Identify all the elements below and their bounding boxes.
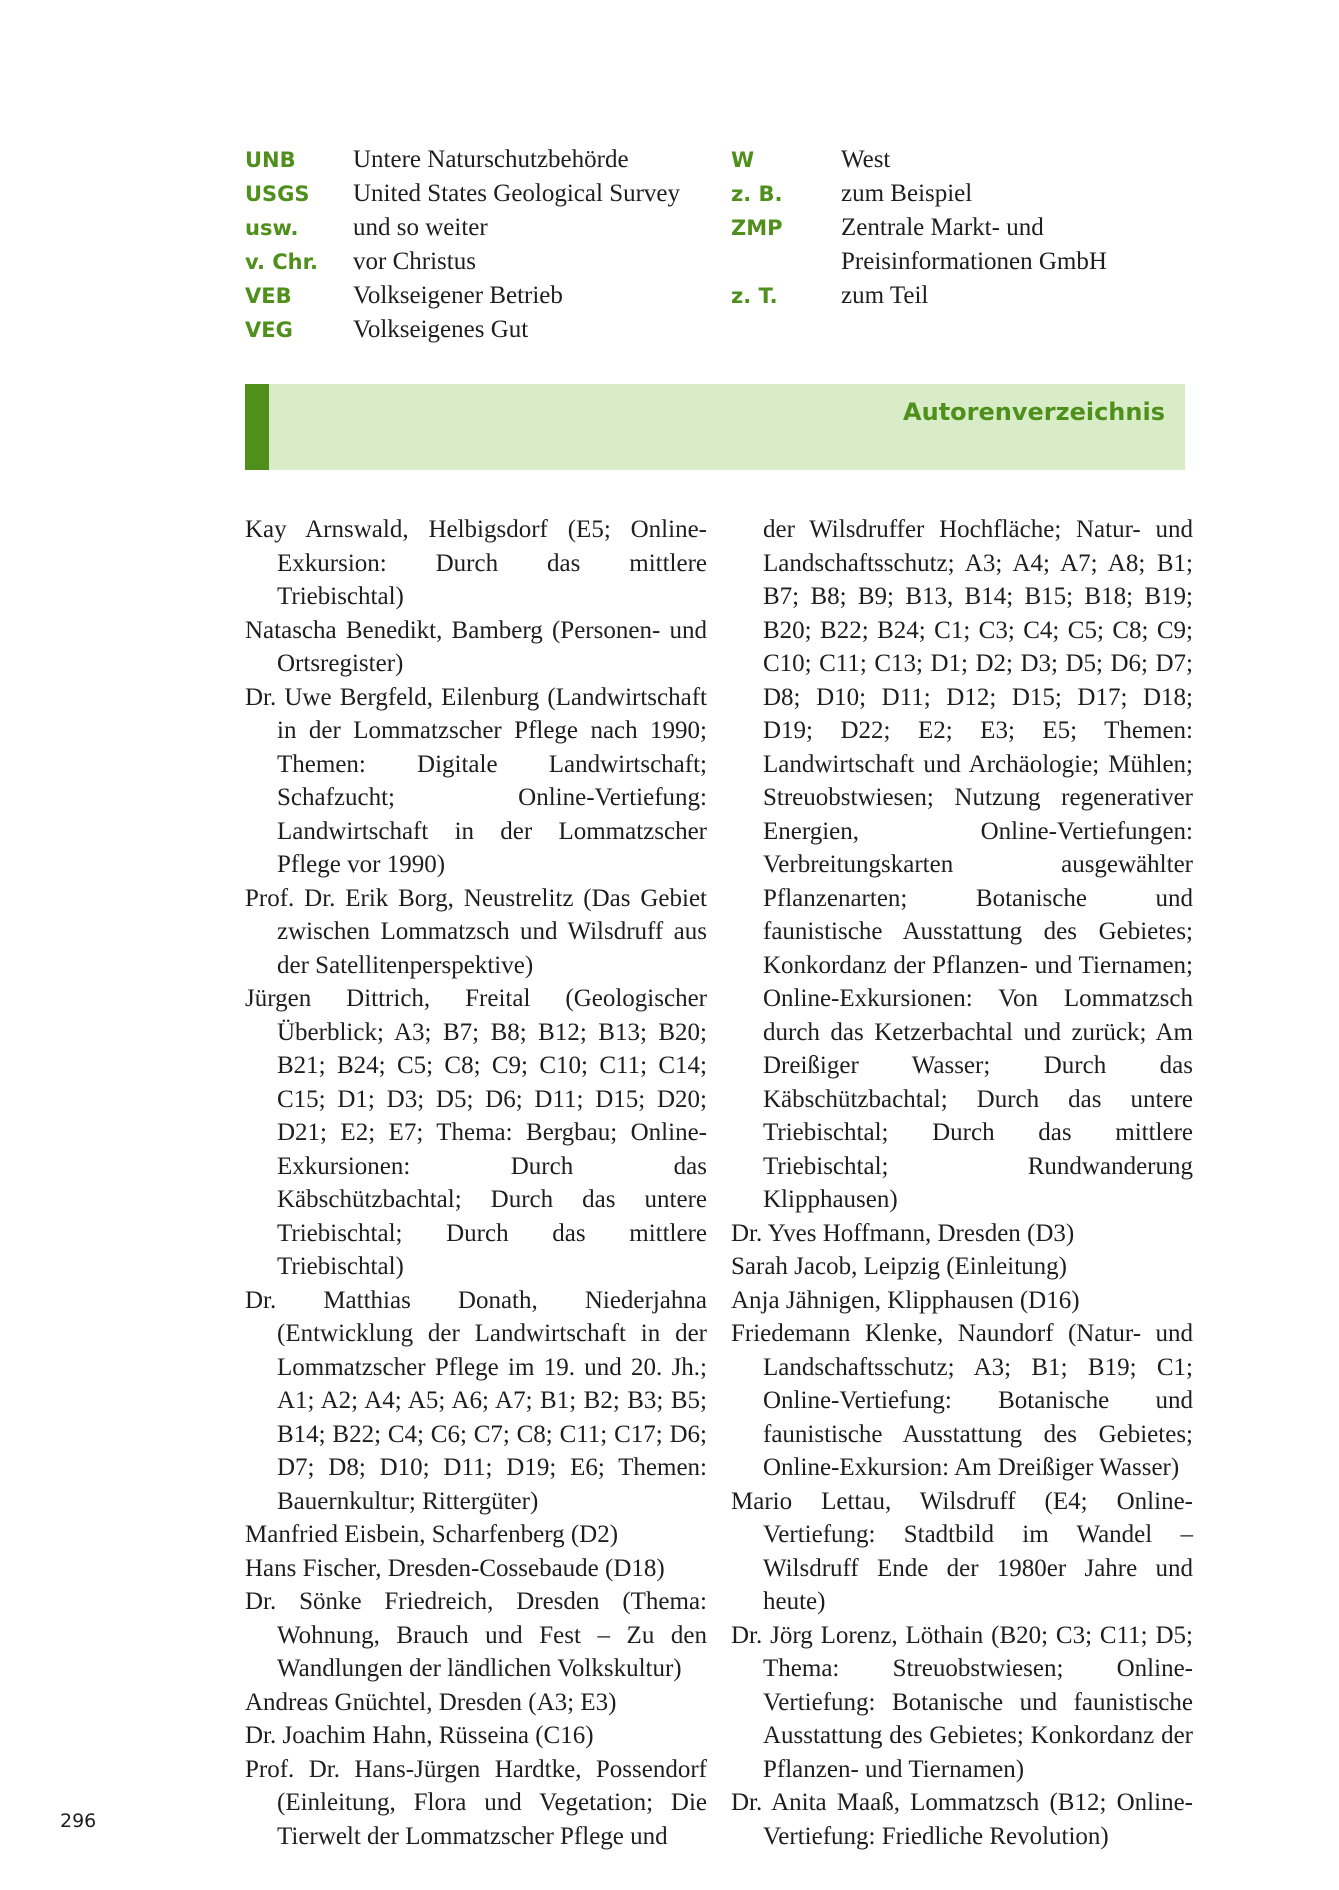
abbreviation: z. B. <box>731 182 783 206</box>
abbreviation-meaning: und so weiter <box>353 214 488 241</box>
author-entry: Mario Lettau, Wilsdruff (E4; Online-Vertiefung: Stadtbild im Wandel – Wilsdruff Ende der 1980er Jahre und heute) <box>731 1487 1193 1615</box>
abbreviation: VEG <box>245 318 293 342</box>
author-entry: Dr. Matthias Donath, Niederjahna (Entwicklung der Landwirtschaft in der Lommatzscher Pflege im 19. und 20. Jh.; A1; A2; A4; A5; A6; A7; B1; B2; B3; B5; B14; B22; C4; C6; C7; C8; C11; C17; D6; D7; D8; D10; D11; D19; E6; Themen: Bauernkultur; Rittergüter) <box>245 1286 707 1515</box>
abbreviation: W <box>731 148 755 172</box>
abbreviation-row <box>731 177 1201 211</box>
abbreviation-meaning: vor Christus <box>353 248 476 275</box>
abbreviation-list-left <box>245 143 725 347</box>
abbreviation-row <box>731 211 1201 279</box>
author-entry: Friedemann Klenke, Naundorf (Natur- und Landschaftsschutz; A3; B1; B19; C1; Online-Vertiefung: Botanische und faunistische Ausstattung des Gebietes; Online-Exkursion: Am Dreißiger Wasser) <box>731 1320 1193 1481</box>
abbreviation: z. T. <box>731 284 778 308</box>
author-entry: Dr. Jörg Lorenz, Löthain (B20; C3; C11; D5; Thema: Streuobstwiesen; Online-Vertiefung: Botanische und faunistische Ausstattung des Gebietes; Konkordanz der Pflanzen- und Tiernamen) <box>731 1621 1193 1783</box>
abbreviation-meaning: West <box>841 146 891 173</box>
author-list-left-column <box>245 513 707 1853</box>
abbreviation-row <box>731 143 1201 177</box>
author-entry: Anja Jähnigen, Klipphausen (D16) <box>731 1286 1080 1314</box>
abbreviation: UNB <box>245 148 296 172</box>
abbreviation-meaning: Untere Naturschutzbehörde <box>353 146 629 173</box>
abbreviation-meaning: United States Geological Survey <box>353 180 681 207</box>
author-entry: Dr. Yves Hoffmann, Dresden (D3) <box>731 1219 1075 1247</box>
author-entry: Natascha Benedikt, Bamberg (Personen- und Ortsregister) <box>245 616 707 677</box>
author-entry: Dr. Uwe Bergfeld, Eilenburg (Landwirtschaft in der Lommatzscher Pflege nach 1990; Themen: Digitale Landwirtschaft; Schafzucht; Online-Vertiefung: Landwirtschaft in der Lommatzscher Pflege vor 1990) <box>245 683 707 878</box>
author-entry-continuation: der Wilsdruffer Hochfläche; Natur- und Landschaftsschutz; A3; A4; A7; A8; B1; B7; B8; B9; B13, B14; B15; B18; B19; B20; B22; B24; C1; C3; C4; C5; C8; C9; C10; C11; C13; D1; D2; D3; D5; D6; D7; D8; D10; D11; D12; D15; D17; D18; D19; D22; E2; E3; E5; Themen: Landwirtschaft und Archäologie; Mühlen; Streuobstwiesen; Nutzung regenerativer Energien, Online-Vertiefungen: Verbreitungskarten ausgewählter Pflanzenarten; Botanische und faunistische Ausstattung des Gebietes; Konkordanz der Pflanzen- und Tiernamen; Online-Exkursionen: Von Lommatzsch durch das Ketzerbachtal und zurück; Am Dreißiger Wasser; Durch das Käbschützbachtal; Durch das untere Triebischtal; Durch das mittlere Triebischtal; Rundwanderung Klipphausen) <box>763 516 1193 1213</box>
abbreviation-meaning: Zentrale Markt- und Preisinformationen GmbH <box>841 214 1107 275</box>
abbreviation: ZMP <box>731 216 783 240</box>
abbreviation-row <box>731 279 1201 313</box>
author-entry: Jürgen Dittrich, Freital (Geologischer Überblick; A3; B7; B8; B12; B13; B20; B21; B24; C5; C8; C9; C10; C11; C14; C15; D1; D3; D5; D6; D11; D15; D20; D21; E2; E7; Thema: Bergbau; Online-Exkursionen: Durch das Käbschützbachtal; Durch das untere Triebischtal; Durch das mittlere Triebischtal) <box>245 985 707 1280</box>
section-accent-bar <box>245 384 269 470</box>
author-entry: Kay Arnswald, Helbigsdorf (E5; Online-Exkursion: Durch das mittlere Triebischtal) <box>245 516 707 610</box>
abbreviation: VEB <box>245 284 292 308</box>
author-entry: Dr. Anita Maaß, Lommatzsch (B12; Online-Vertiefung: Friedliche Revolution) <box>731 1789 1193 1850</box>
author-entry: Hans Fischer, Dresden-Cossebaude (D18) <box>245 1554 665 1582</box>
author-entry: Prof. Dr. Hans-Jürgen Hardtke, Possendorf (Einleitung, Flora und Vegetation; Die Tierwelt der Lommatzscher Pflege und <box>245 1755 707 1850</box>
author-entry: Prof. Dr. Erik Borg, Neustrelitz (Das Gebiet zwischen Lommatzsch und Wilsdruff aus der Satellitenperspektive) <box>245 884 707 979</box>
abbreviation-row <box>245 313 725 347</box>
section-title: Autorenverzeichnis <box>903 398 1165 426</box>
author-entry: Sarah Jacob, Leipzig (Einleitung) <box>731 1253 1067 1280</box>
abbreviation-row <box>245 211 725 245</box>
abbreviation-row <box>245 279 725 313</box>
author-list-right-column <box>731 513 1193 1853</box>
abbreviation-meaning: Volkseigener Betrieb <box>353 282 563 309</box>
abbreviation: usw. <box>245 216 299 240</box>
author-entry: Dr. Joachim Hahn, Rüsseina (C16) <box>245 1722 594 1749</box>
author-entry: Andreas Gnüchtel, Dresden (A3; E3) <box>245 1688 617 1716</box>
author-entry: Dr. Sönke Friedreich, Dresden (Thema: Wohnung, Brauch und Fest – Zu den Wandlungen der ländlichen Volkskultur) <box>245 1588 707 1682</box>
author-entry: Manfried Eisbein, Scharfenberg (D2) <box>245 1521 619 1548</box>
abbreviation-list-right <box>731 143 1201 313</box>
abbreviation: v. Chr. <box>245 250 318 274</box>
abbreviation-meaning: zum Beispiel <box>841 180 973 207</box>
abbreviation: USGS <box>245 182 310 206</box>
abbreviation-row <box>245 143 725 177</box>
abbreviation-meaning: Volkseigenes Gut <box>353 316 529 343</box>
abbreviation-row <box>245 245 725 279</box>
abbreviation-row <box>245 177 725 211</box>
page-number: 296 <box>60 1810 97 1832</box>
abbreviation-meaning: zum Teil <box>841 282 929 309</box>
section-header-banner <box>245 384 1185 470</box>
